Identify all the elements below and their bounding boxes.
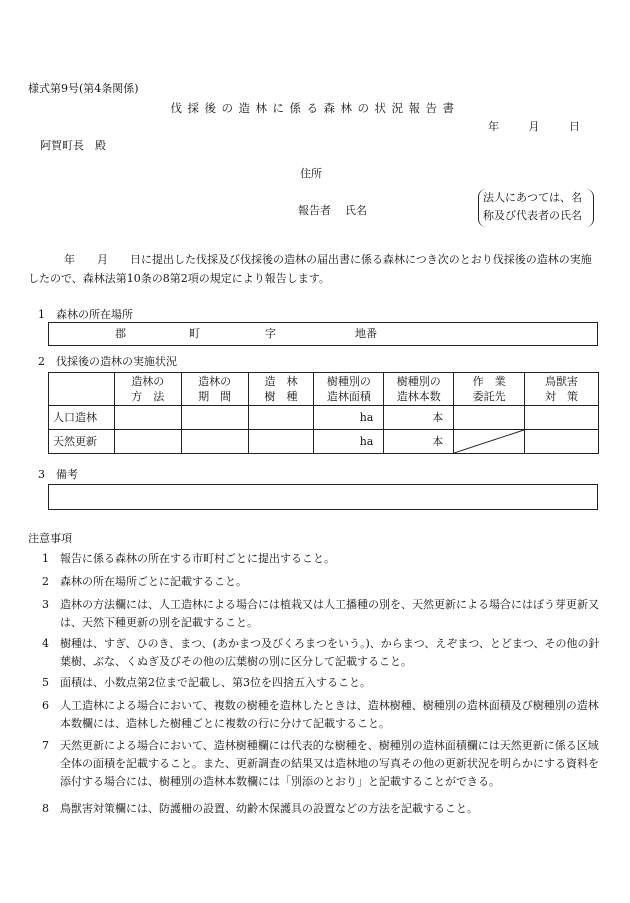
date-month-label: 月 bbox=[528, 120, 540, 133]
reporter-label: 報告者 bbox=[298, 204, 331, 217]
machi-label: 町 bbox=[189, 327, 200, 340]
row-label: 天然更新 bbox=[49, 430, 115, 454]
section2-heading: 2 伐採後の造林の実施状況 bbox=[38, 355, 177, 368]
header-cell: 造 林 樹 種 bbox=[248, 373, 314, 406]
diagonal-strike bbox=[454, 430, 524, 453]
area-cell[interactable]: ha bbox=[314, 430, 384, 454]
corporate-note-line2: 称及び代表者の氏名 bbox=[483, 209, 582, 222]
species-cell[interactable] bbox=[248, 430, 314, 454]
header-cell: 樹種別の 造林本数 bbox=[384, 373, 454, 406]
form-number: 様式第9号(第4条関係) bbox=[28, 82, 139, 95]
table-row bbox=[49, 430, 599, 454]
header-cell: 樹種別の 造林面積 bbox=[314, 373, 384, 406]
remarks-box[interactable] bbox=[48, 484, 598, 510]
header-cell: 作 業 委託先 bbox=[454, 373, 525, 406]
method-cell[interactable] bbox=[114, 430, 181, 454]
reforestation-table bbox=[48, 372, 599, 454]
table-row bbox=[49, 406, 599, 430]
header-cell: 造林の 方 法 bbox=[114, 373, 181, 406]
section3-heading: 3 備考 bbox=[38, 468, 78, 481]
addressee: 阿賀町長 殿 bbox=[40, 139, 106, 152]
note-item: 7 天然更新による場合において、造林樹種欄には代表的な樹種を、樹種別の造林面積欄には天然更新に係る区域全体の面積を記載すること。また、更新調査の結果又は造林地の写真その他の更新状況を明らかにする資料を添付する場合には、樹種別の造林本数欄には「別添のとおり」と記載することができる。 bbox=[42, 739, 599, 788]
section1-heading: 1 森林の所在場所 bbox=[38, 308, 133, 321]
chiban-label: 地番 bbox=[355, 327, 377, 340]
date-day-label: 日 bbox=[569, 120, 580, 133]
species-cell[interactable] bbox=[248, 406, 314, 430]
period-cell[interactable] bbox=[181, 430, 248, 454]
gun-label: 郡 bbox=[115, 327, 126, 340]
contractor-cell-crossed bbox=[454, 430, 525, 454]
report-statement: 年 月 日に提出した伐採及び伐採後の造林の届出書に係る森林につき次のとおり伐採後の造林の実施したので、森林法第10条の8第2項の規定により報告します。 bbox=[28, 253, 592, 285]
note-item: 8 鳥獣害対策欄には、防護柵の設置、幼齢木保護具の設置などの方法を記載すること。 bbox=[42, 802, 478, 815]
address-label: 住所 bbox=[300, 167, 322, 180]
area-cell[interactable]: ha bbox=[314, 406, 384, 430]
method-cell[interactable] bbox=[114, 406, 181, 430]
note-item: 4 樹種は、すぎ、ひのき、まつ、(あかまつ及びくろまつをいう。)、からまつ、えぞまつ、とどまつ、その他の針葉樹、ぶな、くぬぎ及びその他の広葉樹の別に区分して記載すること。 bbox=[42, 637, 600, 668]
date-year-label: 年 bbox=[488, 120, 499, 133]
count-cell[interactable]: 本 bbox=[384, 430, 454, 454]
note-item: 5 面積は、小数点第2位まで記載し、第3位を四捨五入すること。 bbox=[42, 676, 371, 689]
note-item: 3 造林の方法欄には、人工造林による場合には植栽又は人工播種の別を、天然更新による場合にはぼう芽更新又は、天然下種更新の別を記載すること。 bbox=[42, 598, 599, 629]
period-cell[interactable] bbox=[181, 406, 248, 430]
row-label: 人口造林 bbox=[49, 406, 115, 430]
note-item: 6 人工造林による場合において、複数の樹種を造林したときは、造林樹種、樹種別の造林面積及び樹種別の造林本数欄には、造林した樹種ごとに複数の行に分けて記載すること。 bbox=[42, 699, 599, 730]
header-cell: 鳥獣害 対 策 bbox=[525, 373, 599, 406]
contractor-cell[interactable] bbox=[454, 406, 525, 430]
note-item: 1 報告に係る森林の所在する市町村ごとに提出すること。 bbox=[42, 552, 335, 565]
reporter-line bbox=[298, 204, 367, 219]
document-title: 伐採後の造林に係る森林の状況報告書 bbox=[170, 101, 460, 115]
wildlife-measure-cell[interactable] bbox=[525, 430, 599, 454]
wildlife-measure-cell[interactable] bbox=[525, 406, 599, 430]
report-date bbox=[462, 120, 580, 135]
count-cell[interactable]: 本 bbox=[384, 406, 454, 430]
note-item: 2 森林の所在場所ごとに記載すること。 bbox=[42, 575, 247, 588]
header-cell-blank bbox=[49, 373, 115, 406]
aza-label: 字 bbox=[265, 327, 276, 340]
forest-location-box bbox=[48, 322, 598, 346]
table-header-row bbox=[49, 373, 599, 406]
corporate-note bbox=[478, 189, 594, 227]
header-cell: 造林の 期 間 bbox=[181, 373, 248, 406]
name-label: 氏名 bbox=[345, 204, 367, 217]
corporate-note-line1: 法人にあつては、名 bbox=[483, 191, 582, 204]
notes-title: 注意事項 bbox=[28, 532, 72, 545]
